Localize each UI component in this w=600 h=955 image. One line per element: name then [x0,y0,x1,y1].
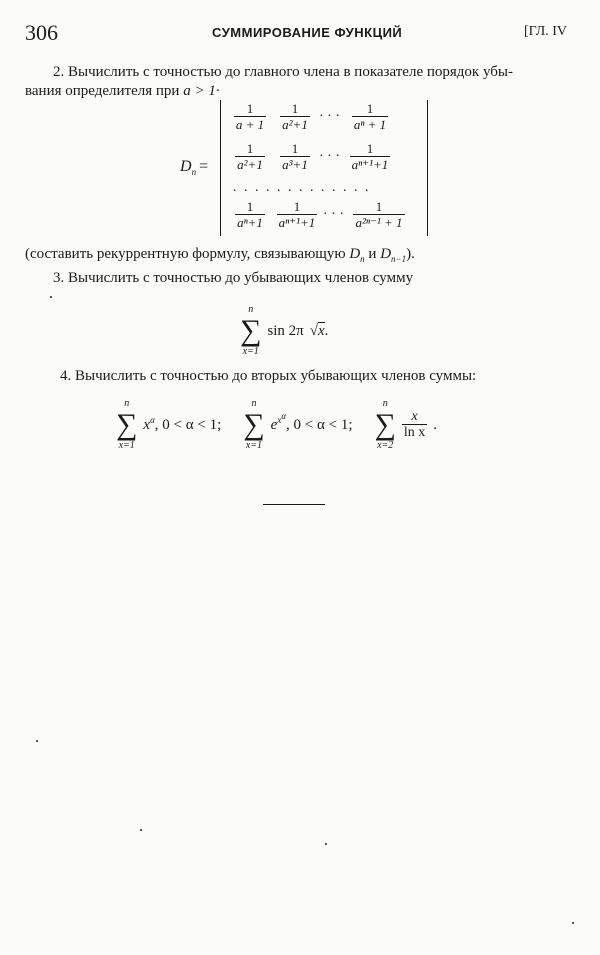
determinant-matrix [220,100,428,236]
sum2-sigma: n ∑ x=1 [243,398,265,451]
m22: $\frac{1}{\text{a³+1}}$ [282,141,308,172]
scan-speck [325,843,327,845]
matrix-row-dots: . . . . . . . . . . . . . [233,180,371,195]
m2n: $\frac{1}{\text{aⁿ⁺¹+1}}$ [351,141,389,172]
matrix-row-1 [229,102,396,132]
problem2-note: (составить рекуррентную формулу, связывающую $D_n$ и $D_{n-1}$). [25,246,415,264]
page-number: 306 [25,20,58,45]
sum2-expr: $e^{x^\alpha}$, 0 < α < 1; [270,411,353,433]
mn1: $\frac{1}{\text{aⁿ+1}}$ [237,199,263,230]
problem3-formula [240,304,328,358]
m1n: $\frac{1}{\text{aⁿ + 1}}$ [353,101,387,132]
scan-speck [140,829,142,831]
mn-dots: · · · [323,207,344,222]
matrix-row-n [229,200,410,230]
m21: $\frac{1}{\text{a²+1}}$ [237,141,263,172]
m12: $\frac{1}{\text{a²+1}}$ [282,101,308,132]
scan-speck [36,740,38,742]
problem3-text: 3. Вычислить с точностью до убывающих членов сумму [53,270,414,286]
m2-dots: · · · [319,149,340,164]
running-title: СУММИРОВАНИЕ ФУНКЦИЙ [212,25,403,40]
sum-sigma: n ∑ x=1 [240,304,262,357]
scan-speck [572,922,574,924]
det-label [180,158,208,176]
m11: $\frac{1}{a + 1}$ [235,101,265,132]
matrix-row-2 [229,142,396,172]
sum1-expr: $x^\alpha$, 0 < α < 1; [143,414,222,433]
det-sub: n [191,167,197,178]
problem2-line2-text: вания определителя при [25,83,180,99]
problem4-text: 4. Вычислить с точностью до вторых убывающих членов суммы: [60,368,477,384]
det-symbol: D [180,158,192,175]
sum3-end: . [433,416,438,433]
mnn: $\frac{1}{\text{a²ⁿ⁻¹ + 1}}$ [355,199,403,230]
problem2-line2 [25,81,220,101]
problem2-condition: a > 1· [183,83,220,99]
sum3-frac: $\frac{x}{\text{ln x}}$ [403,409,426,440]
section-end-rule [263,504,325,505]
sin-expr: sin 2π [267,322,304,339]
det-equals: = [199,158,209,175]
m1-dots: · · · [319,109,340,124]
chapter-label: [ГЛ. IV [524,24,567,39]
mn2: $\frac{1}{\text{aⁿ⁺¹+1}}$ [278,199,316,230]
sum3-sigma: n ∑ x=2 [374,398,396,451]
scan-speck [50,296,52,298]
problem2-line1: 2. Вычислить с точностью до главного члена в показателе порядок убы- [53,64,513,80]
sqrt-expr: √x. [309,322,329,339]
problem4-formulas [116,398,437,452]
sum1-sigma: n ∑ x=1 [116,398,138,451]
